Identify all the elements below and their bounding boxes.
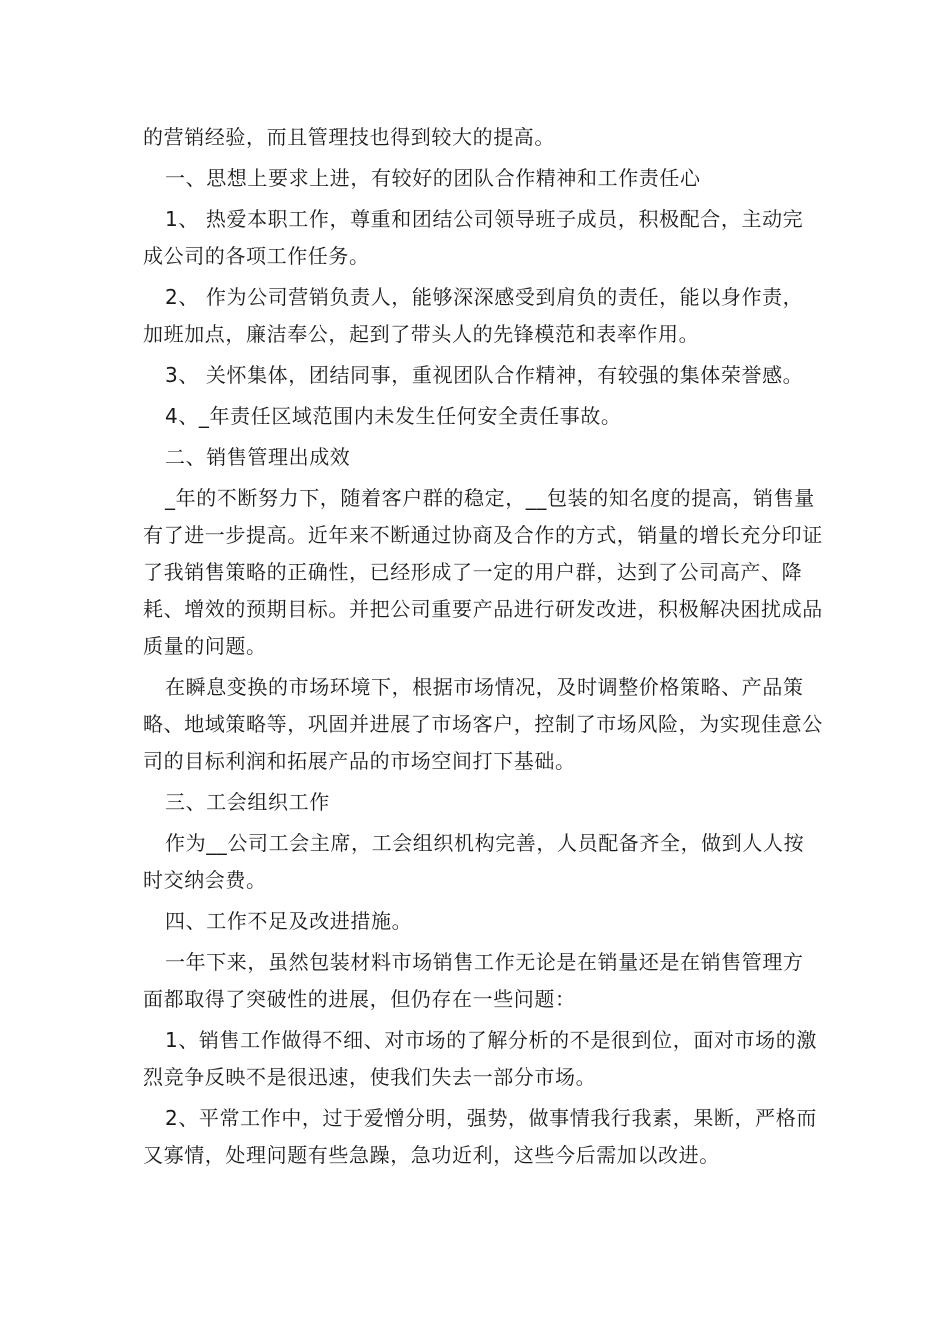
list-item-1: 1、 热爱本职工作，尊重和团结公司领导班子成员，积极配合，主动完成公司的各项工作任务。: [143, 207, 804, 268]
list-item-3: 3、 关怀集体，团结同事，重视团队合作精神，有较强的集体荣誉感。: [165, 363, 804, 387]
document-body: [143, 119, 823, 1174]
paragraph-market-strategy: 在瞬息变换的市场环境下，根据市场情况，及时调整价格策略、产品策略、地域策略等，巩固并进展了市场客户，控制了市场风险，为实现佳意公司的目标利润和拓展产品的市场空间打下基础。: [143, 675, 823, 773]
shortcoming-item-2: 2、平常工作中，过于爱憎分明，强势，做事情我行我素，果断，严格而又寡情，处理问题有些急躁，急功近利，这些今后需加以改进。: [143, 1106, 817, 1167]
section-heading-2: 二、销售管理出成效: [165, 445, 351, 469]
shortcoming-item-1: 1、销售工作做得不细、对市场的了解分析的不是很到位，面对市场的激烈竞争反映不是很迅速，使我们失去一部分市场。: [143, 1028, 817, 1089]
paragraph-union-work: 作为__公司工会主席，工会组织机构完善，人员配备齐全，做到人人按时交纳会费。: [143, 831, 805, 892]
section-heading-4: 四、工作不足及改进措施。: [165, 909, 413, 933]
paragraph-shortcomings: 一年下来，虽然包装材料市场销售工作无论是在销量还是在销售管理方面都取得了突破性的进展，但仍存在一些问题：: [143, 950, 804, 1011]
section-heading-3: 三、工会组织工作: [165, 790, 330, 814]
list-item-2: 2、 作为公司营销负责人，能够深深感受到肩负的责任，能以身作责，加班加点，廉洁奉公，起到了带头人的先锋模范和表率作用。: [143, 285, 804, 346]
paragraph-sales-results: _年的不断努力下，随着客户群的稳定，__包装的知名度的提高，销售量有了进一步提高。近年来不断通过协商及合作的方式，销量的增长充分印证了我销售策略的正确性，已经形成了一定的用户群，达到了公司高产、降耗、增效的预期目标。并把公司重要产品进行研发改进，积极解决困扰成品质量的问题。: [143, 486, 823, 658]
section-heading-1: 一、思想上要求上进，有较好的团队合作精神和工作责任心: [165, 166, 701, 190]
paragraph-continuation: 的营销经验，而且管理技也得到较大的提高。: [143, 125, 555, 149]
list-item-4: 4、_年责任区域范围内未发生任何安全责任事故。: [165, 404, 622, 428]
